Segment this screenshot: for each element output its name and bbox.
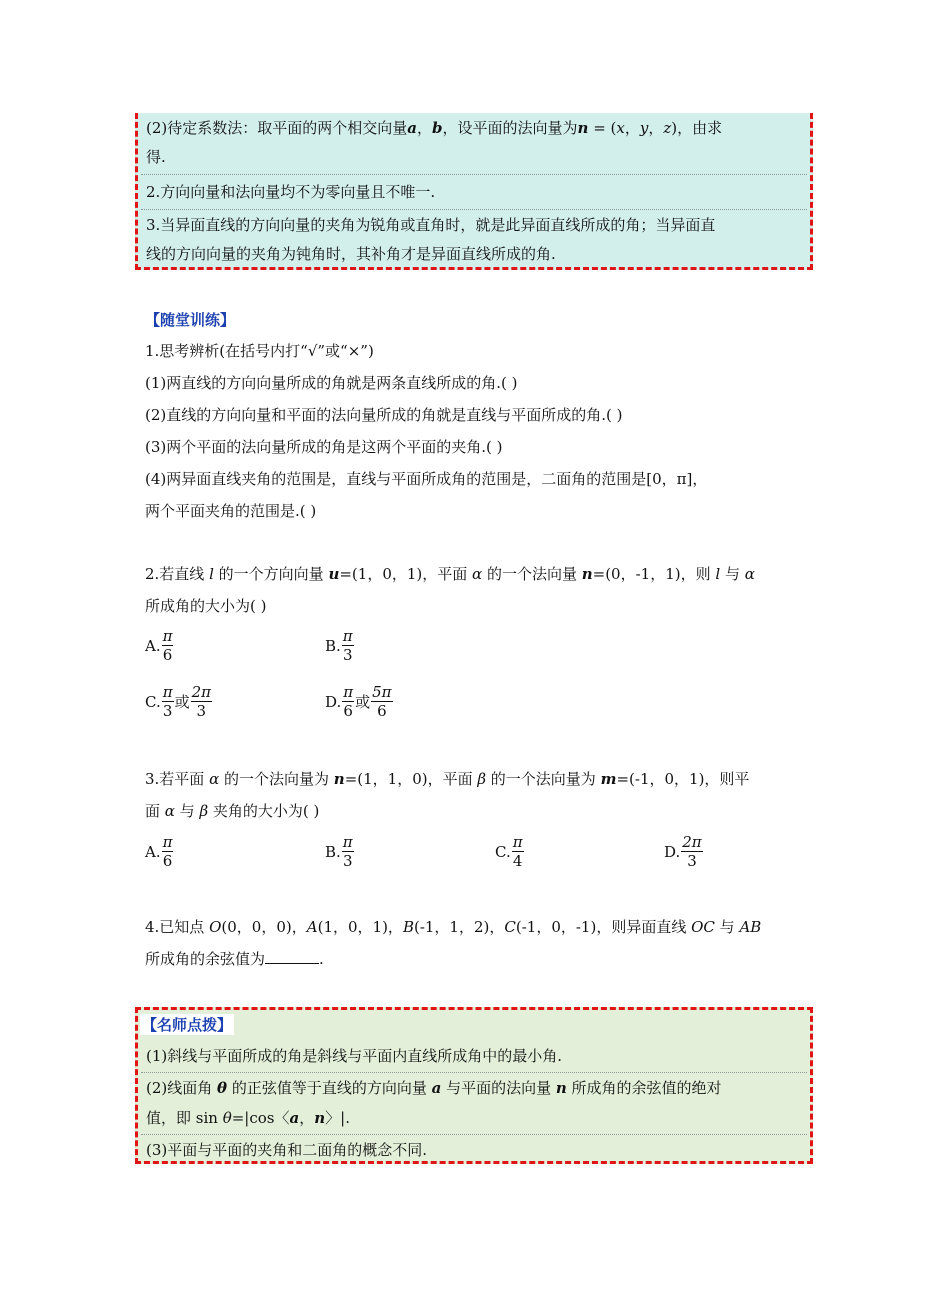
- q1-item-4b: 两个平面夹角的范围是.( ): [145, 502, 317, 520]
- q1-item-4a: (4)两异面直线夹角的范围是，直线与平面所成角的范围是，二面角的范围是[0，π]，: [145, 470, 708, 488]
- fraction: $\frac{2\pi}{3}$: [682, 833, 702, 870]
- fraction: $\frac{5\pi}{6}$: [372, 683, 392, 720]
- box1-line-2: 得.: [146, 148, 166, 166]
- q4-line-1: 4.已知点 O(0，0，0)，A(1，0，1)，B(-1，1，2)，C(-1，0，-1)，则异面直线 OC 与 AB: [145, 918, 762, 936]
- q1-title: 1.思考辨析(在括号内打“√”或“×”): [145, 342, 374, 360]
- q2-line-1: 2.若直线 l 的一个方向向量 u=(1，0，1)，平面 α 的一个法向量 n=(0，-1，1)，则 l 与 α: [145, 565, 755, 583]
- box2-line-3: 值，即 sin θ=|cos〈a，n〉|.: [146, 1109, 350, 1127]
- q2-option-a: A. $\frac{\pi}{6}$: [145, 627, 173, 664]
- box1-line-5: 线的方向向量的夹角为钝角时，其补角才是异面直线所成的角.: [146, 245, 556, 263]
- q2-option-d: D. $\frac{\pi}{6}$ 或 $\frac{5\pi}{6}$: [325, 683, 392, 720]
- summary-box-top: [135, 113, 813, 270]
- fraction: $\frac{\pi}{3}$: [342, 627, 353, 664]
- fraction: $\frac{2\pi}{3}$: [191, 683, 211, 720]
- box1-line-4: 3.当异面直线的方向向量的夹角为锐角或直角时，就是此异面直线所成的角；当异面直: [146, 216, 716, 234]
- q4-line-2: 所成角的余弦值为 .: [145, 950, 324, 968]
- fraction: $\frac{\pi}{3}$: [342, 833, 353, 870]
- q1-item-1: (1)两直线的方向向量所成的角就是两条直线所成的角.( ): [145, 374, 518, 392]
- q2-option-c: C. $\frac{\pi}{3}$ 或 $\frac{2\pi}{3}$: [145, 683, 211, 720]
- q2-option-b: B. $\frac{\pi}{3}$: [325, 627, 353, 664]
- box2-line-4: (3)平面与平面的夹角和二面角的概念不同.: [146, 1141, 428, 1159]
- teacher-tips-box: [135, 1007, 813, 1164]
- fraction: $\frac{\pi}{6}$: [162, 833, 173, 870]
- fraction: $\frac{\pi}{4}$: [512, 833, 523, 870]
- practice-heading: 【随堂训练】: [145, 311, 236, 329]
- q3-line-1: 3.若平面 α 的一个法向量为 n=(1，1，0)，平面 β 的一个法向量为 m=(-1，0，1)，则平: [145, 770, 750, 788]
- box2-line-1: (1)斜线与平面所成的角是斜线与平面内直线所成角中的最小角.: [146, 1047, 563, 1065]
- fraction: $\frac{\pi}{3}$: [162, 683, 173, 720]
- q3-line-2: 面 α 与 β 夹角的大小为( ): [145, 802, 320, 820]
- q1-item-3: (3)两个平面的法向量所成的角是这两个平面的夹角.( ): [145, 438, 503, 456]
- fraction: $\frac{\pi}{6}$: [162, 627, 173, 664]
- q3-option-b: B. $\frac{\pi}{3}$: [325, 833, 353, 870]
- answer-blank[interactable]: [265, 949, 319, 964]
- q3-option-d: D. $\frac{2\pi}{3}$: [664, 833, 702, 870]
- q3-option-c: C. $\frac{\pi}{4}$: [495, 833, 523, 870]
- q1-item-2: (2)直线的方向向量和平面的法向量所成的角就是直线与平面所成的角.( ): [145, 406, 623, 424]
- box1-line-3: 2.方向向量和法向量均不为零向量且不唯一.: [146, 183, 436, 201]
- divider: [141, 174, 807, 175]
- q3-option-a: A. $\frac{\pi}{6}$: [145, 833, 173, 870]
- q2-line-2: 所成角的大小为( ): [145, 597, 267, 615]
- box1-line-1: (2)待定系数法：取平面的两个相交向量a，b，设平面的法向量为n = (x，y，z)，由求: [146, 119, 723, 137]
- fraction: $\frac{\pi}{6}$: [343, 683, 354, 720]
- box2-line-2: (2)线面角 θ 的正弦值等于直线的方向向量 a 与平面的法向量 n 所成角的余弦值的绝对: [146, 1079, 722, 1097]
- tips-heading: 【名师点拨】: [142, 1016, 233, 1034]
